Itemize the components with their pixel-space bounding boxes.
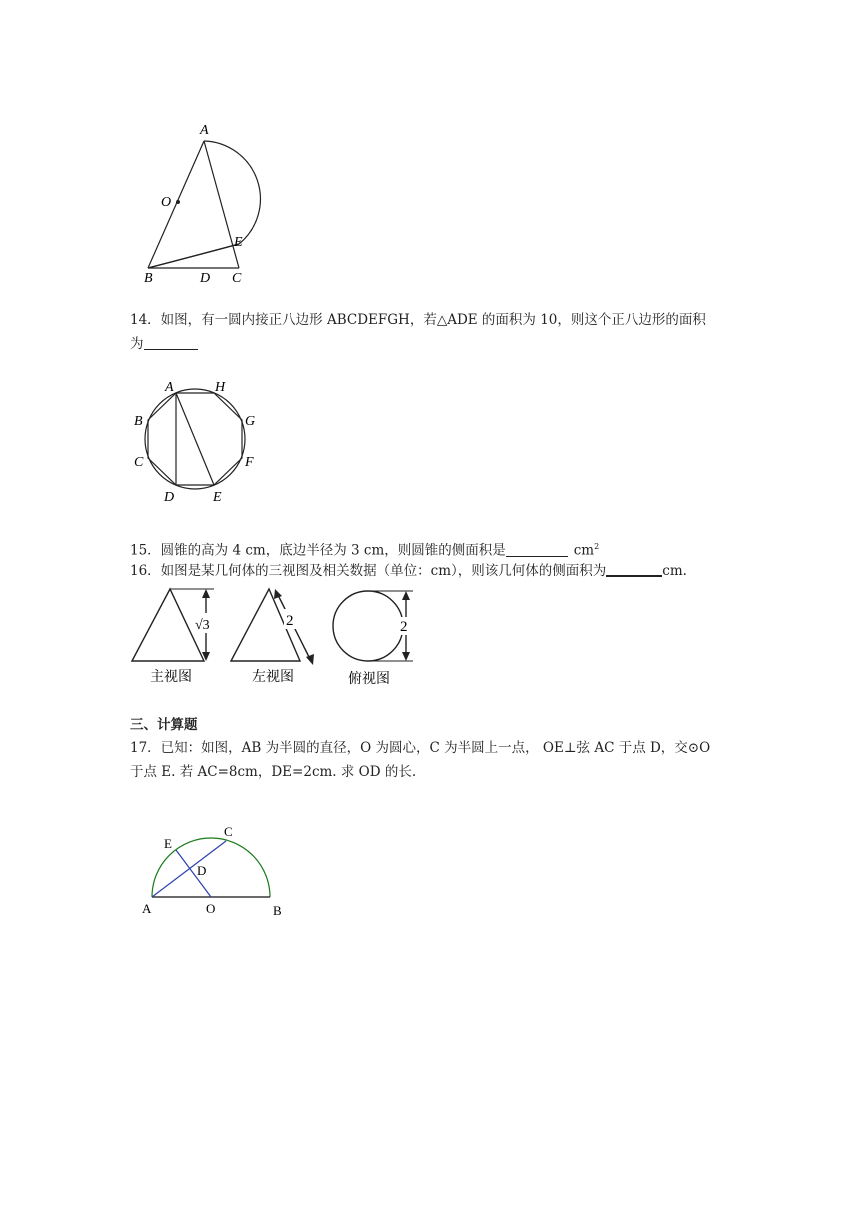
figure-14-octagon [128, 375, 268, 505]
question-16-text: 16．如图是某几何体的三视图及相关数据（单位：cm），则该几何体的侧面积为 [130, 563, 607, 579]
label-b: B [134, 414, 143, 429]
segment-ae [176, 393, 214, 485]
question-14-prefix: 为 [130, 336, 144, 352]
side-view-label: 2 [286, 613, 294, 629]
answer-blank-14[interactable] [144, 335, 198, 350]
label-h: H [215, 380, 226, 395]
figure-13-triangle-semicircle [135, 118, 265, 288]
question-15-unit-sup: 2 [594, 542, 600, 551]
side-view-caption: 左视图 [252, 669, 294, 685]
label-c: C [224, 824, 233, 839]
front-view-triangle [132, 589, 204, 661]
side-view-arrowhead-bottom [306, 654, 314, 665]
segment-ab [148, 141, 204, 268]
label-e: E [213, 490, 222, 505]
top-view-arrowhead-top [402, 591, 410, 600]
label-c: C [134, 455, 144, 470]
front-view-caption: 主视图 [150, 669, 192, 685]
question-14-line2 [130, 333, 198, 355]
question-17-line1: 17．已知：如图，AB 为半圆的直径，O 为圆心，C 为半圆上一点， OE⊥弦 AC 于点 D，交⊙O [130, 740, 711, 756]
label-o: O [161, 195, 172, 210]
front-view-label: √3 [195, 618, 210, 633]
label-d: D [197, 863, 207, 878]
question-16-unit: cm. [662, 563, 687, 579]
question-15 [130, 536, 599, 562]
label-g: G [245, 414, 256, 429]
label-e: E [234, 235, 243, 250]
label-d: D [200, 271, 211, 286]
center-point-o [176, 200, 180, 204]
front-view-arrowhead-top [202, 589, 210, 598]
label-e: E [164, 836, 172, 851]
label-d: D [164, 490, 175, 505]
semicircle-arc [204, 141, 260, 244]
label-o: O [206, 901, 216, 916]
answer-blank-16[interactable] [606, 561, 662, 577]
top-view-caption: 俯视图 [348, 671, 390, 687]
section-3-title: 三、计算题 [130, 717, 198, 733]
top-view-label: 2 [400, 619, 408, 635]
question-16 [130, 560, 687, 582]
label-c: C [232, 271, 242, 286]
answer-blank-15[interactable] [506, 542, 568, 557]
label-f: F [245, 455, 254, 470]
question-17-line2: 于点 E. 若 AC=8cm，DE=2cm. 求 OD 的长. [130, 764, 417, 780]
segment-be [148, 244, 239, 268]
label-a: A [142, 901, 152, 916]
label-b: B [144, 271, 153, 286]
label-a: A [200, 123, 209, 138]
figure-17-semicircle [138, 822, 298, 917]
question-15-text: 15．圆锥的高为 4 cm，底边半径为 3 cm，则圆锥的侧面积是 [130, 542, 506, 559]
label-a: A [165, 380, 174, 395]
question-14-line1: 14．如图，有一圆内接正八边形 ABCDEFGH，若△ADE 的面积为 10，则这个正八边形的面积 [130, 312, 706, 328]
side-view-arrowhead-top [274, 589, 282, 599]
figure-16-three-views [128, 585, 428, 690]
question-15-unit: cm [573, 542, 595, 559]
top-view-circle [333, 591, 403, 661]
top-view-arrowhead-bottom [402, 652, 410, 661]
label-b: B [273, 903, 282, 917]
